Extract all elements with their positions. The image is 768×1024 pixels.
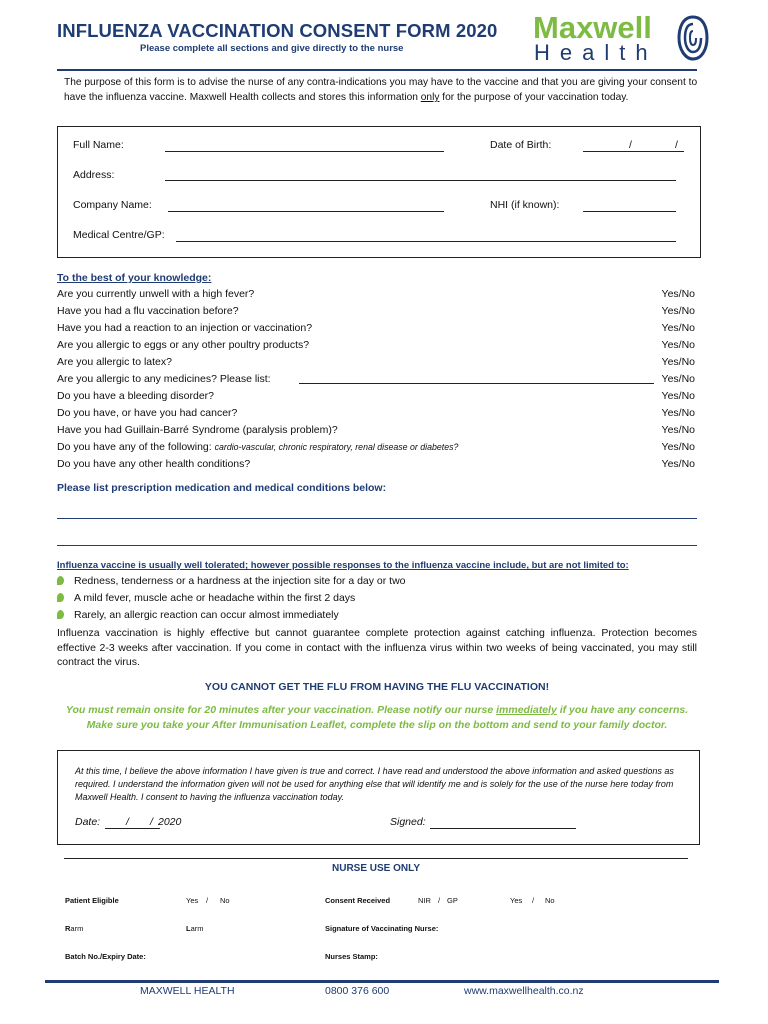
questions-heading: To the best of your knowledge: (57, 272, 212, 284)
yes-no-answer[interactable]: Yes/No (661, 390, 695, 402)
yes-no-answer[interactable]: Yes/No (661, 305, 695, 317)
question-row (57, 303, 697, 320)
side-effect-item: Rarely, an allergic reaction can occur almost immediately (57, 609, 339, 621)
question-text: Do you have a bleeding disorder? (57, 390, 215, 402)
question-row (57, 371, 697, 388)
medications-line-1[interactable] (57, 518, 697, 519)
signature-field[interactable] (430, 828, 576, 829)
dob-field[interactable] (583, 151, 684, 152)
yes-no-answer[interactable]: Yes/No (661, 424, 695, 436)
question-row (57, 337, 697, 354)
conditions-list: cardio-vascular, chronic respiratory, renal disease or diabetes? (214, 442, 459, 452)
nhi-field[interactable] (583, 211, 676, 212)
question-text: Do you have, or have you had cancer? (57, 407, 238, 419)
yes-no-answer[interactable]: Yes/No (661, 322, 695, 334)
consent-received-label: Consent Received (325, 896, 391, 905)
signed-label: Signed: (390, 816, 426, 828)
eligible-no-option[interactable]: No (220, 896, 230, 905)
question-row (57, 320, 697, 337)
yes-no-answer[interactable]: Yes/No (661, 356, 695, 368)
question-text: Are you currently unwell with a high fever? (57, 288, 255, 300)
dob-label: Date of Birth: (490, 139, 552, 151)
yes-no-answer[interactable]: Yes/No (661, 441, 695, 453)
nir-gp-slash: / (438, 896, 441, 905)
logo-health: Health (534, 40, 658, 65)
form-title: INFLUENZA VACCINATION CONSENT FORM 2020 (57, 20, 498, 41)
full-name-field[interactable] (165, 151, 444, 152)
eligible-slash: / (206, 896, 209, 905)
address-field[interactable] (165, 180, 676, 181)
leaf-bullet-icon (57, 610, 64, 619)
received-yes-option[interactable]: Yes (510, 896, 523, 905)
patient-eligible-label: Patient Eligible (65, 896, 119, 905)
logo-maxwell: Maxwell (533, 10, 652, 45)
header-divider (57, 69, 697, 71)
question-text: Have you had a reaction to an injection or vaccination? (57, 322, 313, 334)
consent-date-year: 2020 (158, 816, 182, 828)
nhi-label: NHI (if known): (490, 199, 560, 211)
question-text: Have you had Guillain-Barré Syndrome (paralysis problem)? (57, 424, 338, 436)
question-text: Are you allergic to eggs or any other poultry products? (57, 339, 310, 351)
question-row (57, 456, 697, 473)
question-text: Do you have any other health conditions? (57, 458, 251, 470)
nurse-divider (64, 858, 688, 859)
medicines-list-field[interactable] (299, 383, 654, 384)
yes-no-answer[interactable]: Yes/No (661, 407, 695, 419)
consent-statement: At this time, I believe the above information I have given is true and correct. I have read and understood the above information and asked questions as required. I understand the information given will not be used for anything else that will identify me and is solely for the use of the nurse here today from Maxwell Health. I consent to having the influenza vaccination today. (75, 766, 674, 802)
dob-slash-2: / (675, 139, 678, 151)
question-row (57, 388, 697, 405)
full-name-label: Full Name: (73, 139, 124, 151)
yes-no-answer[interactable]: Yes/No (661, 288, 695, 300)
yes-no-answer[interactable]: Yes/No (661, 339, 695, 351)
consent-date-slash-2: / (150, 816, 153, 828)
question-text: Are you allergic to any medicines? Please list: (57, 373, 271, 385)
company-label: Company Name: (73, 199, 152, 211)
medical-centre-field[interactable] (176, 241, 676, 242)
leaf-bullet-icon (57, 576, 64, 585)
footer-divider (45, 980, 719, 983)
consent-date-field[interactable] (105, 828, 160, 829)
address-label: Address: (73, 169, 115, 181)
dob-slash-1: / (629, 139, 632, 151)
batch-label: Batch No./Expiry Date: (65, 952, 146, 961)
side-effect-item: Redness, tenderness or a hardness at the injection site for a day or two (57, 575, 406, 587)
received-slash: / (532, 896, 535, 905)
side-effect-item: A mild fever, muscle ache or headache within the first 2 days (57, 592, 355, 604)
company-field[interactable] (168, 211, 444, 212)
leaf-bullet-icon (57, 593, 64, 602)
nurse-heading: NURSE USE ONLY (332, 863, 420, 874)
question-text: Have you had a flu vaccination before? (57, 305, 239, 317)
footer-website[interactable]: www.maxwellhealth.co.nz (464, 985, 584, 997)
question-text: Are you allergic to latex? (57, 356, 172, 368)
medical-centre-label: Medical Centre/GP: (73, 229, 165, 241)
footer-company: MAXWELL HEALTH (140, 985, 235, 997)
tolerance-heading: Influenza vaccine is usually well tolerated; however possible responses to the influenza vaccine include, but are not limited to: (57, 560, 629, 571)
eligible-yes-option[interactable]: Yes (186, 896, 199, 905)
yes-no-answer[interactable]: Yes/No (661, 458, 695, 470)
medications-heading: Please list prescription medication and medical conditions below: (57, 482, 387, 494)
right-arm-option[interactable]: Rarm (65, 924, 84, 933)
nurses-stamp-label: Nurses Stamp: (325, 952, 378, 961)
intro-text: The purpose of this form is to advise the nurse of any contra-indications you may have to the vaccine and that you are giving your consent to have the influenza vaccine. Maxwell Health collects and stores this information only for the purpose of your vaccination today. (64, 77, 698, 103)
consent-date-label: Date: (75, 816, 101, 828)
footer-phone: 0800 376 600 (325, 985, 390, 997)
nir-option[interactable]: NIR (418, 896, 431, 905)
yes-no-answer[interactable]: Yes/No (661, 373, 695, 385)
gp-option[interactable]: GP (447, 896, 458, 905)
question-row (57, 439, 697, 456)
maxwell-logo-icon (677, 15, 709, 61)
question-row (57, 405, 697, 422)
left-arm-option[interactable]: Larm (186, 924, 204, 933)
form-subtitle: Please complete all sections and give directly to the nurse (140, 43, 404, 54)
effectiveness-paragraph: Influenza vaccination is highly effective but cannot guarantee complete protection against catching influenza. Protection becomes effective 2-3 weeks after vaccination. If you come in contact with the influenza virus within two weeks of being vaccinated, you may still contract the virus. (57, 627, 697, 668)
received-no-option[interactable]: No (545, 896, 555, 905)
question-row (57, 422, 697, 439)
onsite-notice: You must remain onsite for 20 minutes after your vaccination. Please notify our nurse immediately if you have any concerns. Make sure you take your After Immunisation Leaflet, complete the slip on the bottom and send to your family doctor. (65, 704, 689, 731)
question-row (57, 286, 697, 303)
consent-date-slash-1: / (126, 816, 129, 828)
medications-line-2[interactable] (57, 545, 697, 546)
question-text: Do you have any of the following: cardio-vascular, chronic respiratory, renal disease or diabetes? (57, 441, 459, 453)
nurse-signature-label: Signature of Vaccinating Nurse: (325, 924, 439, 933)
flu-notice: YOU CANNOT GET THE FLU FROM HAVING THE FLU VACCINATION! (204, 681, 550, 693)
question-row (57, 354, 697, 371)
